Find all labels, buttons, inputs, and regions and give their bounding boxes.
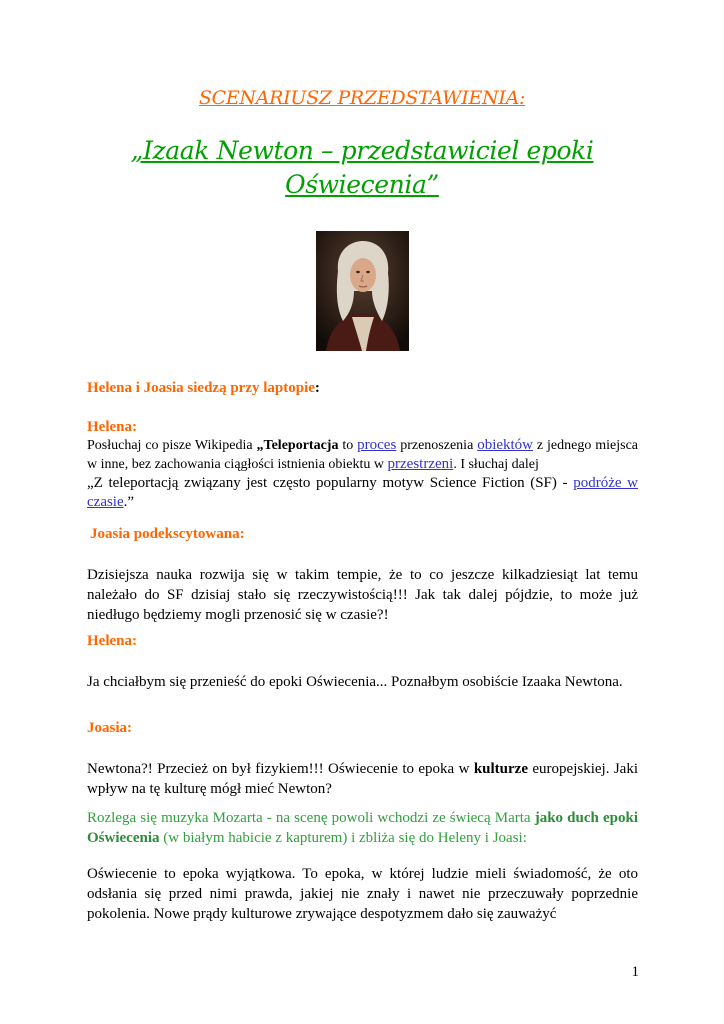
stage-direction [87,808,638,848]
bold-teleportacja: „Teleportacja [256,438,339,453]
helena-speech-2-text: Ja chciałbym się przenieść do epoki Oświecenia... Poznałbym osobiście Izaaka Newtona. [87,674,623,690]
speaker-joasia-excited: Joasia podekscytowana: [90,526,245,542]
newton-portrait-icon [316,231,409,351]
link-podroze-w-czasie[interactable]: podróże w czasie [87,475,638,510]
title-line-1: „Izaak Newton – przedstawiciel epoki [130,136,594,165]
text-part: Newtona?! Przecież on był fizykiem!!! Oświecenie to epoka w [87,761,474,777]
text-part: (w białym habicie z kapturem) i zbliża się do Heleny i Joasi: [159,830,527,846]
bold-duch-epoki: jako duch epoki Oświecenia [87,810,638,846]
text-part: europejskiej. Jaki wpływ na tę kulturę mógł mieć Newton? [87,761,638,797]
scene-label-colon: : [314,380,320,396]
scene-label: Helena i Joasia siedzą przy laptopie [87,380,315,396]
marta-speech-text: Oświecenie to epoka wyjątkowa. To epoka, w której ludzie mieli świadomość, że oto odsłania się przed nimi prawda, jakiej nie znały i nawet nie przeczuwały poprzednie pokolenia. Nowe prądy kulturowe zrywające despotyzmem dało się zauważyć [87,866,638,922]
helena-speech-2-label [87,633,638,650]
scene-direction-1 [87,379,638,397]
speaker-helena: Helena: [87,419,137,435]
text-part: Posłuchaj co pisze Wikipedia [87,438,257,453]
helena-speech-1 [87,419,638,512]
text-part: „Z teleportacją związany jest często popularny motyw Science Fiction (SF) - [87,475,574,491]
scenario-heading: SCENARIUSZ PRZEDSTAWIENIA: [198,87,526,109]
text-part: przenoszenia [396,438,478,453]
newton-portrait-image [316,231,409,351]
speaker-helena: Helena: [87,633,137,649]
link-obiektow[interactable]: obiektów [477,437,534,453]
text-part: .” [123,494,135,510]
link-przestrzeni[interactable]: przestrzeni [387,456,454,472]
speaker-joasia: Joasia: [87,720,132,736]
joasia-speech-2-label [87,720,638,737]
joasia-speech-1-text: Dzisiejsza nauka rozwija się w takim tempie, że to co jeszcze kilkadziesiąt lat temu należało do SF dzisiaj stało się rzeczywistością!!! Jak tak dalej pójdzie, to może już niedługo będziemy mogli przenosić się w czasie?! [87,567,638,623]
title-line-2: Oświecenia” [285,170,439,199]
helena-speech-text [87,436,638,512]
text-part: . I słuchaj dalej [453,457,539,472]
joasia-speech-2-text [87,759,638,799]
link-proces[interactable]: proces [357,437,397,453]
document-title [80,134,644,202]
bold-kulturze: kulturze [473,761,528,777]
text-part: Rozlega się muzyka Mozarta - na scenę powoli wchodzi ze świecą Marta [87,810,535,826]
text-part: z jednego miejsca w inne, bez zachowania ciągłości istnienia obiektu w [87,438,639,472]
text-part: to [338,438,358,453]
joasia-speech-1-label [90,526,641,543]
page-number: 1 [631,964,639,980]
